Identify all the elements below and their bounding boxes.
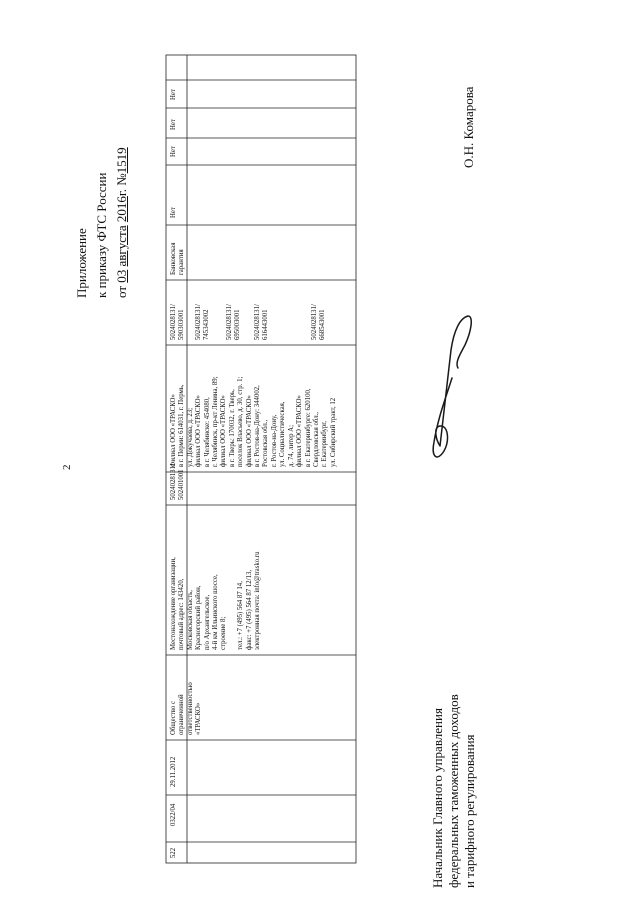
branch-line: г. Ростов-на-Дону, <box>270 414 278 467</box>
annex-title: Приложение <box>74 228 89 298</box>
branch-code-inn: 5024028131/ <box>170 304 177 340</box>
branch-line: Ростовская обл., <box>262 419 270 467</box>
branch-code-kpp: 695003001 <box>234 309 242 340</box>
location-line: Местонахождение организации, <box>170 557 177 650</box>
branch-code-inn: 5024028131/ <box>195 304 202 340</box>
branch-line: филиал ООО «ТРАСКО» <box>195 395 203 467</box>
location-line: почтовый адрес: 143420, <box>178 578 186 650</box>
org-name-line: «ТРАСКО» <box>195 702 203 735</box>
branch-line: в г. Перми: 614031, г. Пермь, <box>178 384 186 467</box>
branch-line: г. Челябинск, пр-кт Ленина, 89; <box>212 376 220 467</box>
branch-line: в г. Ростов-на-Дону: 344002, <box>254 385 262 467</box>
branch-line: в г. Челябинске: 454080, <box>203 397 211 467</box>
branch-line: ул. Докучаева, д. 23; <box>186 407 194 467</box>
signature-block <box>430 694 478 888</box>
signer-position-line: Начальник Главного управления <box>430 708 445 888</box>
date-prefix: от <box>114 285 129 298</box>
kpp-line: 502401001 <box>178 469 186 500</box>
location-line: 4-й км Ильинского шоссе, <box>212 574 220 650</box>
cell-no-4: Нет <box>170 89 177 100</box>
location-line: тел.: +7 (495) 564 87 14, <box>237 581 245 650</box>
cell-no-3: Нет <box>170 119 177 130</box>
location-line: строение 8; <box>220 616 228 650</box>
branch-line: поселок Власьево, д. 30, стр. 1; <box>237 376 245 467</box>
cell-reg-number: 0322/04 <box>170 803 177 826</box>
branch-line: д. 74, литер А; <box>287 425 295 467</box>
signer-position-line: федеральных таможенных доходов <box>446 694 461 888</box>
location-line: электронная почта: info@trasko.ru <box>254 551 262 650</box>
branch-code-kpp: 668543001 <box>319 309 327 340</box>
signer-name: О.Н. Комарова <box>461 86 476 168</box>
date-day: 03 <box>114 269 129 283</box>
branch-line: ул. Социалистическая, <box>279 401 287 467</box>
location-line: факс: +7 (495) 564 87 12/13, <box>245 569 253 650</box>
branch-line: ул. Сибирский тракт, 12 <box>329 397 337 467</box>
guarantee-line: гарантия <box>178 249 186 275</box>
branch-line: в г. Екатеринбурге: 620100, <box>304 388 312 467</box>
cell-date: 29.11.2012 <box>170 756 177 787</box>
branch-code-inn: 5024028131/ <box>226 304 233 340</box>
location-line: п/о Архангельское, <box>203 594 211 650</box>
date-year: 2016 <box>114 196 129 223</box>
number-prefix: № <box>114 173 129 186</box>
branch-line: филиал ООО «ТРАСКО» <box>245 395 253 467</box>
branch-code-kpp: 616443001 <box>262 309 270 340</box>
branch-line: Филиал ООО «ТРАСКО» <box>170 394 177 467</box>
branch-line: в г. Тверь: 170032, г. Тверь, <box>228 389 236 467</box>
location-line: Московская область, <box>186 590 194 650</box>
order-number: 1519 <box>114 147 129 174</box>
page-number: 2 <box>61 464 73 470</box>
location-line: Красногорский район, <box>195 585 203 650</box>
cell-no-1: Нет <box>170 207 177 218</box>
branch-code-kpp: 590303001 <box>178 309 186 340</box>
cell-index: 522 <box>170 847 177 858</box>
branch-code-inn: 5024028131/ <box>311 304 318 340</box>
branch-code-inn: 5024028131/ <box>254 304 261 340</box>
cell-no-2: Нет <box>170 146 177 157</box>
branch-code-kpp: 745343002 <box>203 309 211 340</box>
annex-order-ref: к приказу ФТС России <box>94 172 109 298</box>
branch-line: г. Екатеринбург, <box>321 421 329 467</box>
branch-line: филиал ООО «ТРАСКО» <box>296 395 304 467</box>
date-year-suffix: г. <box>114 188 129 197</box>
org-name-line: Общество с <box>170 700 177 735</box>
org-name-line: ответственностью <box>186 682 194 735</box>
org-name-line: ограниченной <box>178 694 186 735</box>
guarantee-line: Банковская <box>170 242 177 275</box>
branch-line: филиал ООО «ТРАСКО» <box>220 395 228 467</box>
branch-line: Свердловская обл., <box>312 412 320 467</box>
signer-position-line: и тарифного регулирования <box>462 734 477 888</box>
date-month: августа <box>114 225 129 267</box>
inn-line: 5024028131/ <box>170 464 177 500</box>
